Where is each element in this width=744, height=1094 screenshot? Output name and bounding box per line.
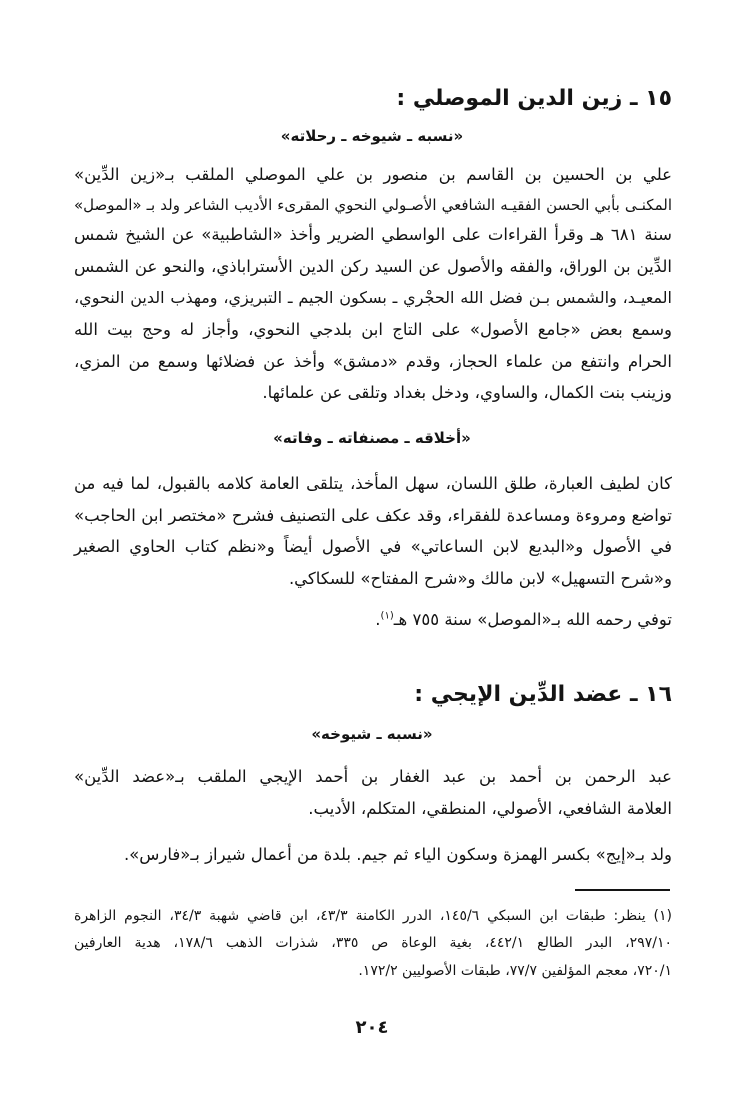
footnote-line-1: (١) ينظر: طبقات ابن السبكي ١٤٥/٦، الدرر الكامنة ٤٣/٣، ابن قاضي شهبة ٣٤/٣، النجوم الزاهرة — [74, 908, 673, 924]
footnote-divider — [575, 889, 670, 891]
section-15-para-2-line-4: و«شرح التسهيل» لابن مالك و«شرح المفتاح» للسكاكي. — [288, 569, 672, 588]
section-16-para-1-line-2: العلامة الشافعي، الأصولي، المنطقي، المتكلم، الأديب. — [308, 799, 672, 818]
section-16-subheading-lineage: «نسبه ـ شيوخه» — [311, 725, 433, 743]
section-15-para-1-line-6: وسمع بعض «جامع الأصول» على التاج ابن بلدجي النحوي، وأجاز له وحج بيت الله — [74, 320, 672, 339]
section-16-heading: ١٦ ـ عضد الدِّين الإيجي : — [414, 682, 672, 707]
death-text: توفي رحمه الله بـ«الموصل» سنة ٧٥٥ هـ — [393, 610, 672, 629]
footnote-line-3: ٧٢٠/١، معجم المؤلفين ٧٧/٧، طبقات الأصوليين ١٧٢/٢. — [358, 963, 672, 979]
section-16-para-1-line-1: عبد الرحمن بن أحمد بن عبد الغفار بن أحمد الإيجي الملقب بـ«عضد الدِّين» — [74, 767, 672, 786]
page-number: ٢٠٤ — [355, 1017, 389, 1038]
section-15-heading: ١٥ ـ زين الدين الموصلي : — [396, 86, 672, 111]
section-15-para-2-line-3: في الأصول و«البديع لابن الساعاتي» في الأصول أيضاً و«نظم كتاب الحاوي الصغير — [74, 537, 672, 556]
section-15-death-line — [74, 608, 672, 632]
section-15-para-1-line-1: علي بن الحسين بن القاسم بن منصور بن علي الموصلي الملقب بـ«زين الدِّين» — [74, 165, 672, 184]
section-16-birth-line: ولد بـ«إيج» بكسر الهمزة وسكون الياء ثم جيم. بلدة من أعمال شيراز بـ«فارس». — [123, 845, 672, 864]
section-15-para-2-line-2: تواضع ومروءة ومساعدة للفقراء، وقد عكف على التصنيف فشرح «مختصر ابن الحاجب» — [74, 506, 672, 525]
section-15-para-1-line-2: المكنـى بأبي الحسن الفقيـه الشافعي الأصـولي النحوي المقرىء الأديب الشاعر ولد بـ «الموصل» — [74, 196, 672, 214]
section-15-para-1-line-3: سنة ٦٨١ هـ وقرأ القراءات على الواسطي الضرير وأخذ «الشاطبية» عن الشيخ شمس — [74, 225, 672, 244]
section-15-subheading-works: «أخلاقه ـ مصنفاته ـ وفاته» — [273, 429, 471, 447]
footnote-line-2: ٢٩٧/١٠، البدر الطالع ٤٤٢/١، بغية الوعاة ص ٣٣٥، شذرات الذهب ١٧٨/٦، هدية العارفين — [74, 935, 672, 951]
section-15-subheading-lineage: «نسبه ـ شيوخه ـ رحلاته» — [280, 127, 464, 145]
section-15-para-1-line-7: الحرام وانتفع من علماء الحجاز، وقدم «دمشق» وأخذ عن فضلائها وسمع من المزي، — [74, 352, 672, 371]
death-end: . — [375, 610, 381, 629]
section-15-para-1-line-4: الدِّين بن الوراق، والفقه والأصول عن السيد ركن الدين الأستراباذي، والنحو عن الشمس — [74, 257, 672, 276]
section-15-para-1-line-8: وزينب بنت الكمال، والساوي، ودخل بغداد وتلقى عن علمائها. — [262, 383, 672, 402]
section-15-para-2-line-1: كان لطيف العبارة، طلق اللسان، سهل المأخذ، يتلقى العامة كلامه بالقبول، لما فيه من — [74, 474, 672, 493]
section-15-para-1-line-5: المعيـد، والشمس بـن فضل الله الحجْري ـ بسكون الجيم ـ التبريزي، ومهذب الدين النحوي، — [74, 288, 672, 307]
footnote-ref-1[interactable]: (١) — [380, 610, 394, 622]
